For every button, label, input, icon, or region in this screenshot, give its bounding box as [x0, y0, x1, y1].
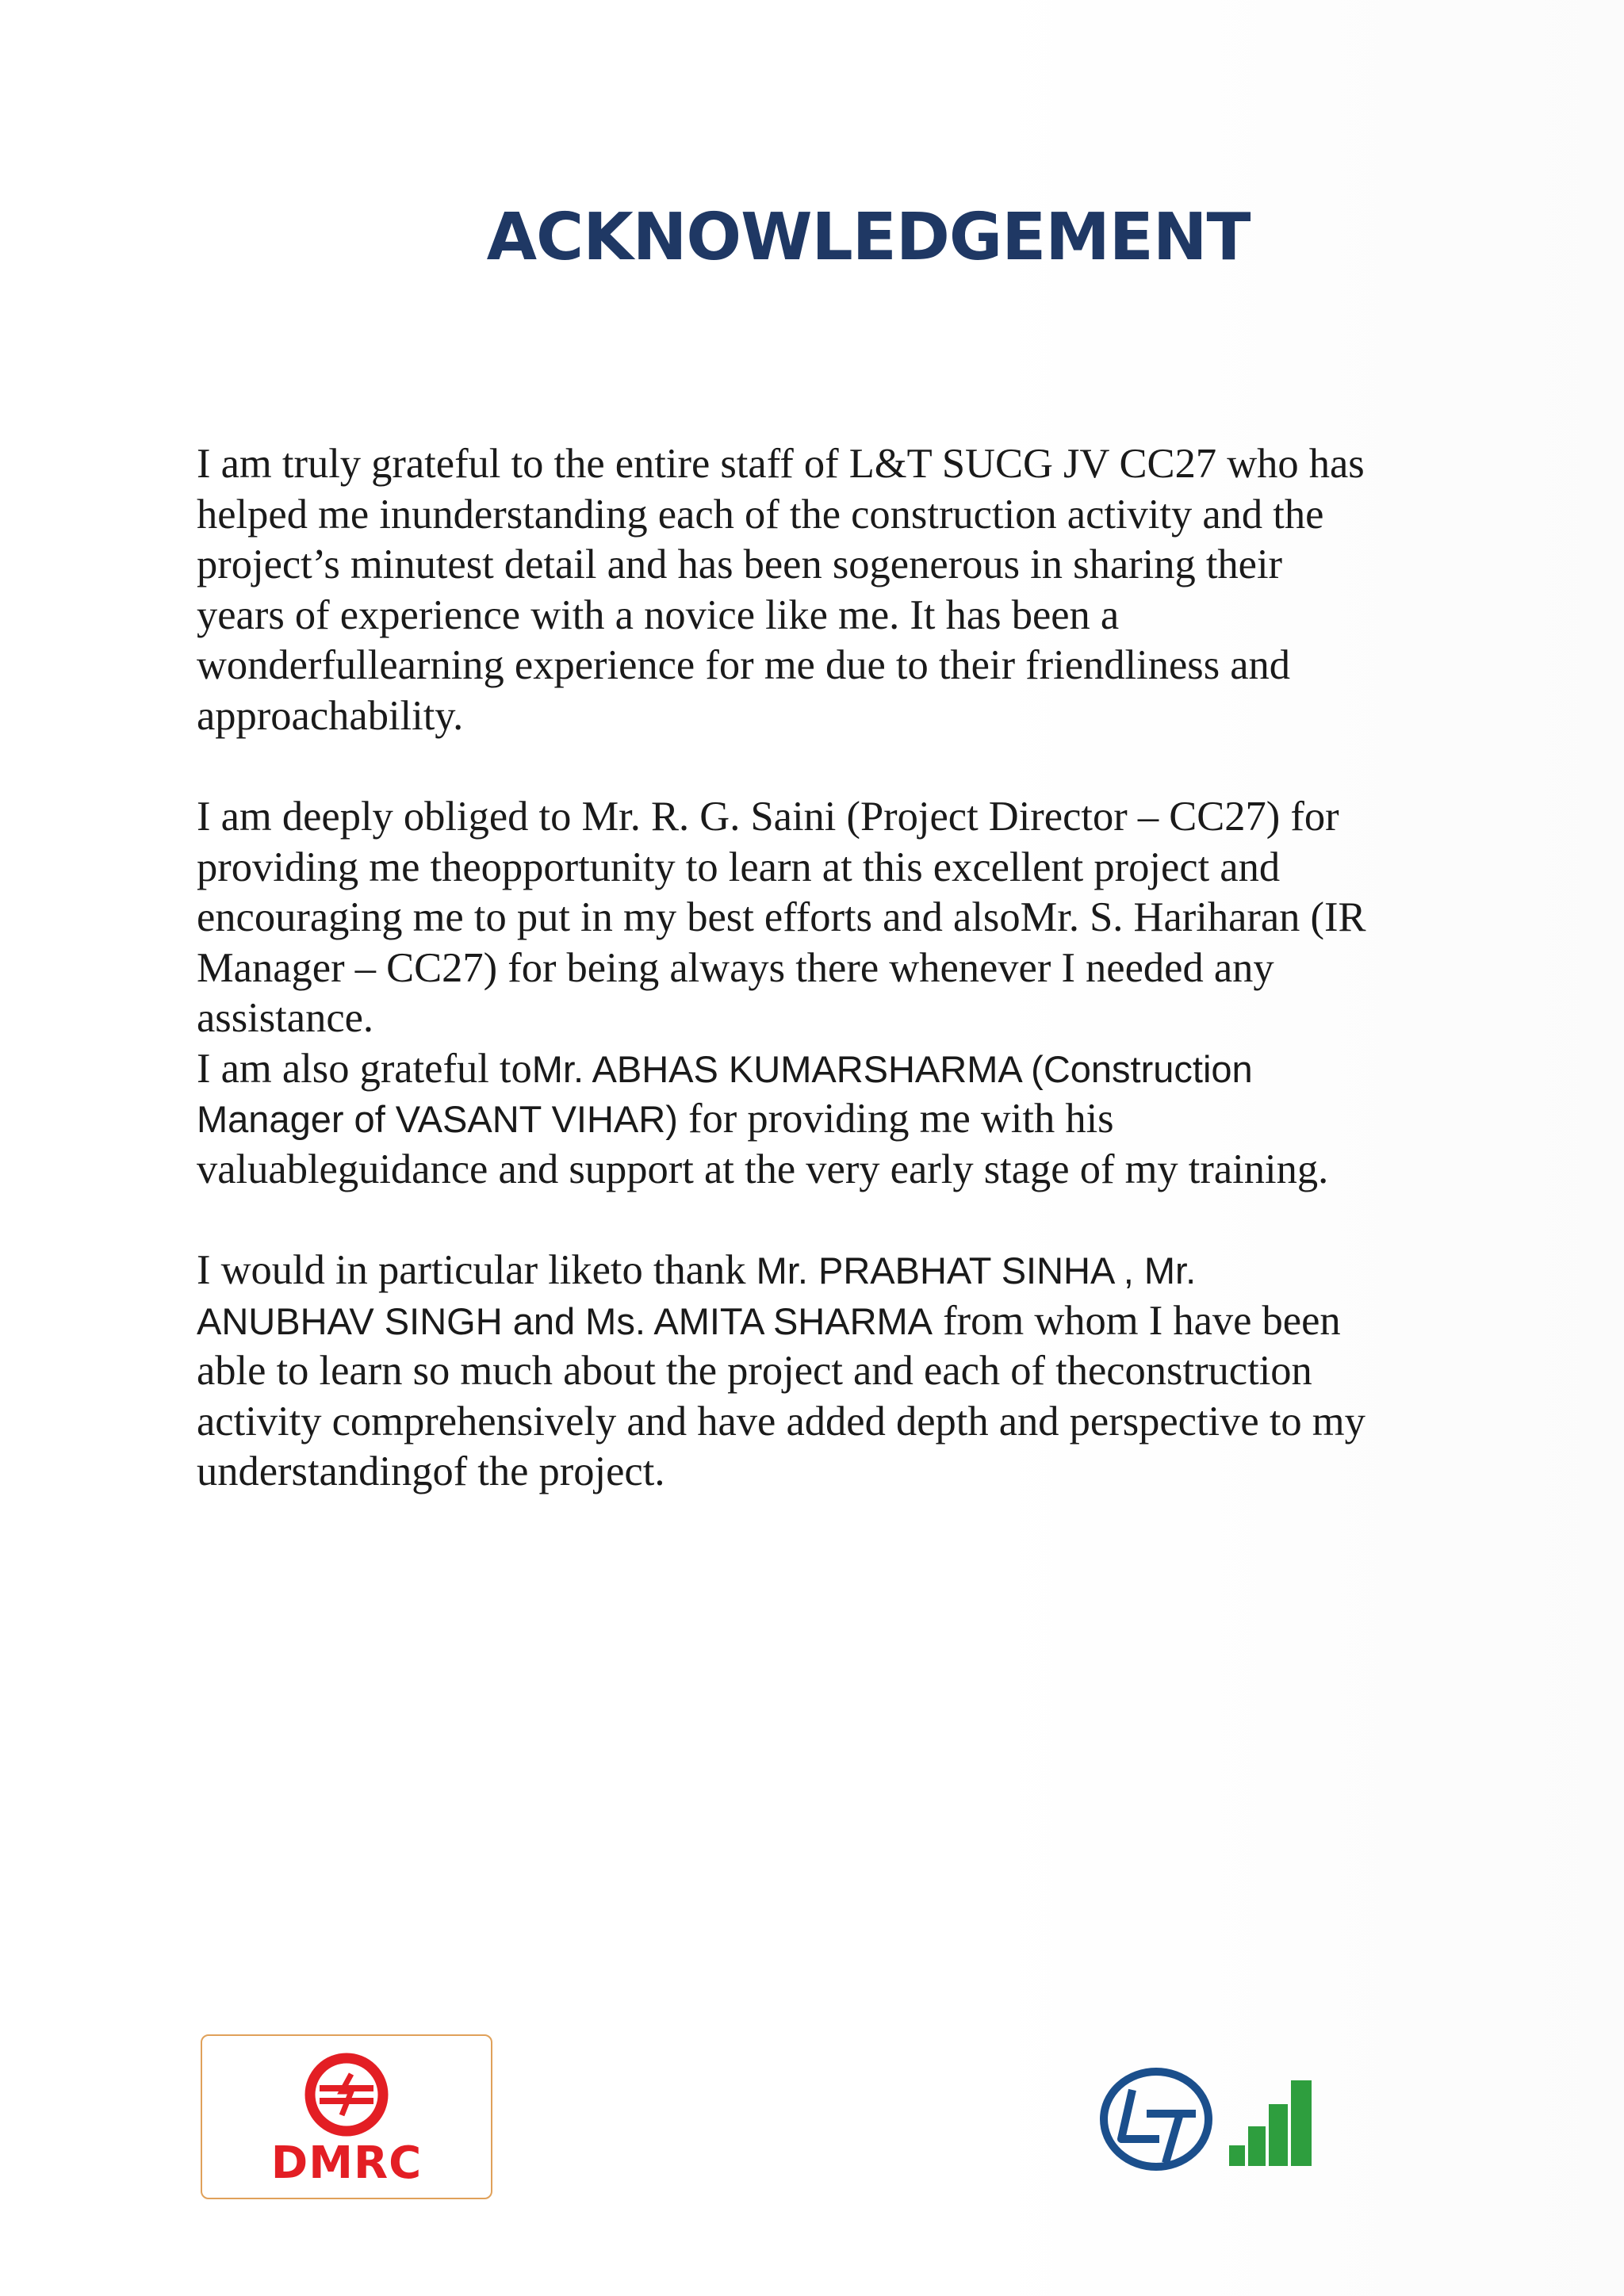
text-line: providing me theopportunity to learn at this excellent project and	[197, 844, 1281, 890]
text-line: valuableguidance and support at the very early stage of my training.	[197, 1146, 1329, 1192]
person-name: Mr. PRABHAT SINHA , Mr.	[756, 1249, 1197, 1292]
lt-logo-icon	[1097, 2060, 1335, 2179]
text-segment: I would in particular liketo thank	[197, 1247, 756, 1293]
text-line: approachability.	[197, 692, 464, 739]
paragraph-spacer	[197, 741, 1465, 792]
delhi-metro-symbol-icon	[302, 2050, 391, 2139]
text-line	[197, 1296, 1465, 1347]
text-line: able to learn so much about the project and each of theconstruction	[197, 1348, 1312, 1394]
person-role: Manager of VASANT VIHAR)	[197, 1098, 678, 1140]
acknowledgement-body	[197, 439, 1465, 1498]
text-line	[197, 1094, 1465, 1145]
paragraph-spacer	[197, 1195, 1465, 1246]
paragraph-staff-thanks	[197, 439, 1465, 741]
paragraph-manager-thanks	[197, 1044, 1465, 1196]
text-segment: for providing me with his	[677, 1096, 1114, 1142]
text-line: project’s minutest detail and has been sogenerous in sharing their	[197, 541, 1283, 587]
text-segment: I am also grateful to	[197, 1045, 532, 1092]
dmrc-logo	[201, 2034, 492, 2199]
text-line	[197, 1246, 1465, 1296]
text-line: understandingof the project.	[197, 1448, 665, 1494]
text-line: helped me inunderstanding each of the construction activity and the	[197, 491, 1324, 538]
text-line	[197, 1044, 1465, 1095]
text-line: I am deeply obliged to Mr. R. G. Saini (Project Director – CC27) for	[197, 794, 1339, 840]
dmrc-logo-text: DMRC	[270, 2137, 423, 2189]
text-line: encouraging me to put in my best efforts and alsoMr. S. Hariharan (IR	[197, 894, 1366, 940]
person-names: ANUBHAV SINGH and Ms. AMITA SHARMA	[197, 1299, 933, 1342]
text-line: Manager – CC27) for being always there whenever I needed any	[197, 944, 1274, 991]
text-line: years of experience with a novice like me. It has been a	[197, 591, 1120, 638]
text-segment: from whom I have been	[933, 1297, 1341, 1344]
paragraph-team-thanks	[197, 1246, 1465, 1498]
text-line: activity comprehensively and have added depth and perspective to my	[197, 1398, 1365, 1445]
paragraph-director-thanks	[197, 792, 1465, 1044]
text-line: I am truly grateful to the entire staff of L&T SUCG JV CC27 who has	[197, 441, 1365, 487]
page-title: ACKNOWLEDGEMENT	[486, 200, 1251, 275]
text-line: wonderfullearning experience for me due to their friendliness and	[197, 642, 1291, 688]
person-name: Mr. ABHAS KUMARSHARMA (Construction	[531, 1047, 1253, 1090]
text-line: assistance.	[197, 995, 374, 1041]
